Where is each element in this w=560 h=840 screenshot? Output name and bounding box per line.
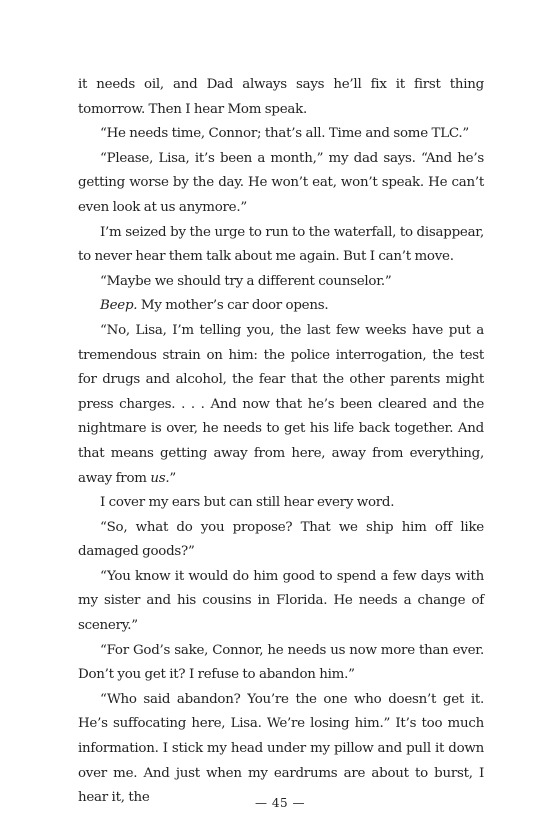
paragraph-6-italic-lead: Beep. [100,298,138,314]
paragraph-11: “For God’s sake, Connor, he needs us now more than ever. Don’t you get it? I refuse to abandon him.” [78,642,484,683]
paragraph-4: I’m seized by the urge to run to the waterfall, to disappear, to never hear them talk about me again. But I can’t move. [78,224,484,265]
paragraph-9: “So, what do you propose? That we ship him off like damaged goods?” [78,519,484,560]
paragraph-7-italic-tail: us. [150,470,170,486]
paragraph-8: I cover my ears but can still hear every word. [100,495,395,511]
book-page-text [78,73,484,811]
paragraph-6 [78,294,484,319]
paragraph-6-text: My mother’s car door opens. [137,298,329,314]
page-number: — 45 — [255,796,305,810]
paragraph-1: it needs oil, and Dad always says he’ll fix it first thing tomorrow. Then I hear Mom speak. [78,77,484,117]
paragraph-7 [78,319,484,491]
paragraph-10: “You know it would do him good to spend a few days with my sister and his cousins in Florida. He needs a change of scenery.” [78,568,484,634]
paragraph-12: “Who said abandon? You’re the one who doesn’t get it. He’s suffocating here, Lisa. We’re losing him.” It’s too much information. I stick my head under my pillow and pull it down over me. And just when my eardrums are about to burst, I hear it, the [78,691,484,806]
paragraph-7-closing-quote: ” [169,470,176,486]
paragraph-3: “Please, Lisa, it’s been a month,” my dad says. “And he’s getting worse by the day. He won’t eat, won’t speak. He can’t even look at us anymore.” [78,150,484,215]
paragraph-7-text: “No, Lisa, I’m telling you, the last few weeks have put a tremendous strain on him: the police interrogation, the test for drugs and alcohol, the fear that the other parents might press charges. . . . And now that he’s been cleared and the nightmare is over, he needs to get his life back together. And that means getting away from here, away from everything, away from [78,322,484,486]
paragraph-5: “Maybe we should try a different counselor.” [100,273,392,289]
paragraph-2: “He needs time, Connor; that’s all. Time and some TLC.” [100,126,469,142]
